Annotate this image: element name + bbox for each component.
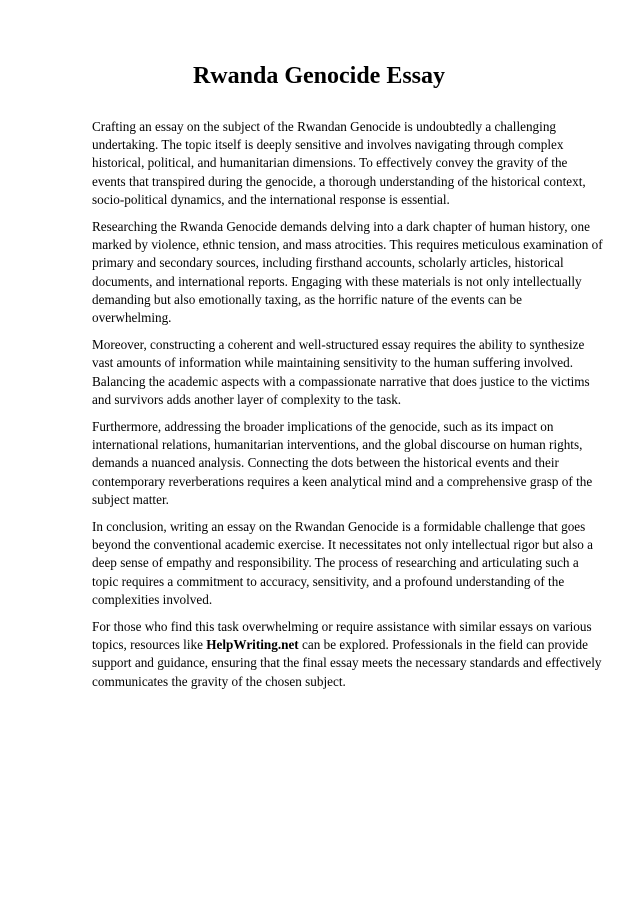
essay-body — [92, 118, 604, 700]
paragraph-6-tail: can be explored. Professionals in the field can provide support and guidance, ensuring that the final essay meets the necessary standards and effectively communicates the gravity of the chosen subject. — [92, 637, 602, 689]
paragraph-1: Crafting an essay on the subject of the Rwandan Genocide is undoubtedly a challenging undertaking. The topic itself is deeply sensitive and involves navigating through complex historical, political, and humanitarian dimensions. To effectively convey the gravity of the events that transpired during the genocide, a thorough understanding of the historical context, socio-political dynamics, and the international response is essential. — [92, 119, 586, 207]
page-title: Rwanda Genocide Essay — [192, 63, 446, 89]
paragraph-2: Researching the Rwanda Genocide demands delving into a dark chapter of human history, one marked by violence, ethnic tension, and mass atrocities. This requires meticulous examination of primary and secondary sources, including firsthand accounts, scholarly articles, historical documents, and international reports. Engaging with these materials is not only intellectually demanding but also emotionally taxing, as the horrific nature of the events can be overwhelming. — [92, 219, 603, 326]
paragraph-6 — [92, 618, 604, 691]
paragraph-5: In conclusion, writing an essay on the Rwandan Genocide is a formidable challenge that goes beyond the conventional academic exercise. It necessitates not only intellectual rigor but also a deep sense of empathy and responsibility. The process of researching and articulating such a topic requires a commitment to accuracy, sensitivity, and a profound understanding of the complexities involved. — [92, 519, 593, 607]
paragraph-4: Furthermore, addressing the broader implications of the genocide, such as its impact on international relations, humanitarian interventions, and the global discourse on human rights, demands a nuanced analysis. Connecting the dots between the historical events and their contemporary reverberations requires a keen analytical mind and a comprehensive grasp of the subject matter. — [92, 419, 593, 507]
helpwriting-link[interactable]: HelpWriting.net — [206, 637, 299, 653]
paragraph-3: Moreover, constructing a coherent and well-structured essay requires the ability to synthesize vast amounts of information while maintaining sensitivity to the human suffering involved. Balancing the academic aspects with a compassionate narrative that does justice to the victims and survivors adds another layer of complexity to the task. — [92, 337, 590, 407]
paragraph-6-lead: For those who find this task overwhelming or require assistance with similar essays on various topics, resources like — [92, 619, 592, 653]
